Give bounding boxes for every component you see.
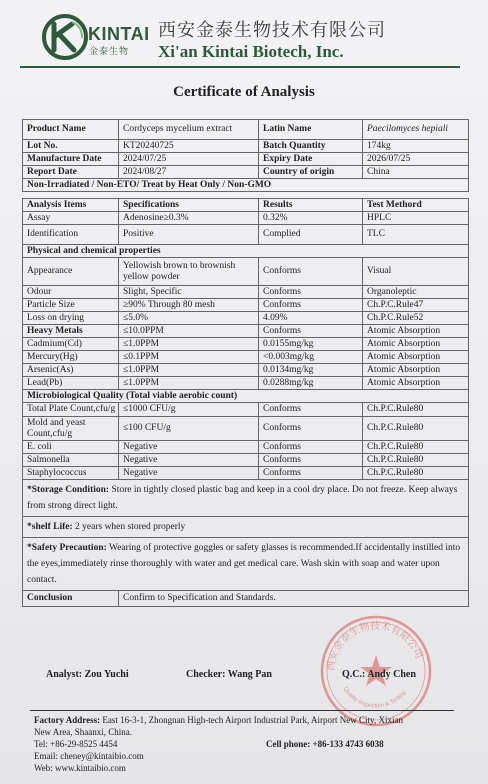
spec-line: yellow powder — [123, 271, 180, 282]
table-row — [23, 258, 469, 286]
table-row — [23, 225, 469, 245]
info-row — [23, 166, 469, 179]
result-cell: Conforms — [259, 417, 363, 441]
table-row — [23, 417, 469, 441]
spec-cell: ≤1.0PPM — [119, 338, 259, 351]
cell-phone: Cell phone: +86-133 4743 6038 — [266, 739, 384, 749]
table-row — [23, 299, 469, 312]
shelf-text: 2 years when stored properly — [72, 522, 186, 532]
item-cell: Cadmium(Cd) — [23, 338, 119, 351]
kintai-logo-icon — [42, 14, 88, 60]
item-cell: Heavy Metals — [23, 325, 119, 338]
micro-section-heading: Microbiological Quality (Total viable aerobic count) — [23, 390, 469, 403]
spec-cell: ≥90% Through 80 mesh — [119, 299, 259, 312]
shelf-row — [23, 517, 469, 538]
mfg-value: 2024/07/25 — [119, 153, 259, 166]
brand-name-cn: 金泰生物 — [89, 47, 130, 57]
method-cell: Ch.P.C.Rule80 — [363, 441, 469, 454]
storage-label: *Storage Condition: — [27, 485, 110, 495]
result-cell: Conforms — [259, 286, 363, 299]
safety-note — [23, 538, 469, 591]
method-cell: Atomic Absorption — [363, 338, 469, 351]
item-cell: Particle Size — [23, 299, 119, 312]
method-cell: Organoleptic — [363, 286, 469, 299]
brand-name: KINTAI — [88, 24, 150, 44]
item-cell: E. coli — [23, 441, 119, 454]
seal-text-cn: 西安金泰生物技术有限公司 — [325, 620, 425, 672]
spec-cell: ≤10.0PPM — [119, 325, 259, 338]
method-cell: TLC — [363, 225, 469, 245]
item-cell: Odour — [23, 286, 119, 299]
method-cell: Visual — [363, 258, 469, 286]
result-cell: Conforms — [259, 441, 363, 454]
physical-section-heading: Physical and chemical properties — [23, 245, 469, 258]
spec-cell: Slight, Specific — [119, 286, 259, 299]
info-row — [23, 153, 469, 166]
spec-cell: ≤100 CFU/g — [119, 417, 259, 441]
item-cell: Salmonella — [23, 454, 119, 467]
analyst-signature: Analyst: Zou Yuchi — [46, 669, 129, 680]
storage-text: Store in tightly closed plastic bag and keep in a cool dry place. Do not freeze. Keep always from strong direct light. — [27, 485, 458, 511]
safety-label: *Safety Precaution: — [27, 543, 107, 553]
batch-label: Batch Quantity — [259, 140, 363, 153]
document-title: Certificate of Analysis — [173, 84, 315, 100]
header-divider — [20, 66, 460, 68]
method-cell: Atomic Absorption — [363, 325, 469, 338]
col-header-method: Test Methord — [363, 199, 469, 212]
item-cell: Arsenic(As) — [23, 364, 119, 377]
item-cell — [23, 417, 119, 441]
item-cell: Appearance — [23, 258, 119, 286]
spec-cell: ≤1000 CFU/g — [119, 403, 259, 417]
result-cell: Conforms — [259, 467, 363, 480]
table-row — [23, 454, 469, 467]
method-cell: Atomic Absorption — [363, 351, 469, 364]
info-row — [23, 140, 469, 153]
shelf-label: *shelf Life: — [27, 522, 73, 532]
tel: Tel: +86-29-8525 4454 — [34, 739, 118, 749]
item-line: Mold and yeast — [27, 417, 86, 428]
spec-cell — [119, 258, 259, 286]
exp-label: Expiry Date — [259, 153, 363, 166]
item-cell: Total Plate Count,cfu/g — [23, 403, 119, 417]
table-row — [23, 286, 469, 299]
result-cell: 4.09% — [259, 312, 363, 325]
item-line: Count,cfu/g — [27, 428, 73, 439]
seal-text-en: Quality Inspection & Testing — [341, 686, 408, 710]
conclusion-text: Confirm to Specification and Standards. — [119, 591, 469, 607]
table-row — [23, 364, 469, 377]
item-cell: Mercury(Hg) — [23, 351, 119, 364]
spec-cell: Adenosine≥0.3% — [119, 212, 259, 225]
exp-value: 2026/07/25 — [363, 153, 469, 166]
item-cell: Lead(Pb) — [23, 377, 119, 390]
product-statement: Non-Irradiated / Non-ETO/ Treat by Heat Only / Non-GMO — [23, 179, 469, 192]
method-cell: Ch.P.C.Rule80 — [363, 454, 469, 467]
email: Email: cheney@kintaibio.com — [34, 751, 144, 761]
spec-line: Yellowish brown to brownish — [123, 260, 236, 271]
spec-cell: Positive — [119, 225, 259, 245]
method-cell: HPLC — [363, 212, 469, 225]
table-row — [23, 351, 469, 364]
spec-cell: Negative — [119, 454, 259, 467]
latin-name-label: Latin Name — [259, 120, 363, 140]
origin-label: Country of origin — [259, 166, 363, 179]
col-header-spec: Specifications — [119, 199, 259, 212]
table-header-row — [23, 199, 469, 212]
storage-row — [23, 480, 469, 517]
safety-text: Wearing of protective goggles or safety glasses is recommended.If accidentally instilled into the eyes,immediately rinse thoroughly with water and get medical care. Wash skin with soap and water upon contact. — [27, 543, 461, 585]
table-row — [23, 312, 469, 325]
method-cell: Ch.P.C.Rule52 — [363, 312, 469, 325]
result-cell: <0.003mg/kg — [259, 351, 363, 364]
result-cell: Conforms — [259, 325, 363, 338]
spec-cell: ≤1.0PPM — [119, 377, 259, 390]
method-cell: Ch.P.C.Rule80 — [363, 467, 469, 480]
result-cell: 0.0155mg/kg — [259, 338, 363, 351]
item-cell: Identification — [23, 225, 119, 245]
spec-cell: Negative — [119, 441, 259, 454]
factory-address — [34, 714, 464, 726]
lot-label: Lot No. — [23, 140, 119, 153]
result-cell: 0.32% — [259, 212, 363, 225]
svg-text:Quality Inspection & Testing — [342, 686, 408, 709]
result-cell: Conforms — [259, 258, 363, 286]
analysis-table — [22, 119, 469, 607]
result-cell: Conforms — [259, 403, 363, 417]
table-row — [23, 325, 469, 338]
storage-note — [23, 480, 469, 517]
qc-signature: Q.C.: Andy Chen — [342, 669, 416, 680]
statement-row — [23, 179, 469, 192]
report-value: 2024/08/27 — [119, 166, 259, 179]
spec-cell: ≤5.0% — [119, 312, 259, 325]
conclusion-label: Conclusion — [23, 591, 119, 607]
product-name-value: Cordyceps mycelium extract — [119, 120, 259, 140]
checker-signature: Checker: Wang Pan — [186, 669, 272, 680]
company-name-en: Xi'an Kintai Biotech, Inc. — [158, 42, 344, 61]
spec-cell: ≤1.0PPM — [119, 364, 259, 377]
method-cell: Atomic Absorption — [363, 364, 469, 377]
lot-value: KT20240725 — [119, 140, 259, 153]
spec-cell: Negative — [119, 467, 259, 480]
method-cell: Atomic Absorption — [363, 377, 469, 390]
method-cell: Ch.P.C.Rule47 — [363, 299, 469, 312]
mfg-label: Manufacture Date — [23, 153, 119, 166]
item-cell: Assay — [23, 212, 119, 225]
address-line-2: New Area, Shaanxi, China. — [34, 727, 132, 737]
table-row — [23, 377, 469, 390]
result-cell: Conforms — [259, 454, 363, 467]
section-row — [23, 245, 469, 258]
section-row — [23, 390, 469, 403]
report-label: Report Date — [23, 166, 119, 179]
item-cell: Loss on drying — [23, 312, 119, 325]
conclusion-row — [23, 591, 469, 607]
latin-name-value: Paecilomyces hepiali — [363, 120, 469, 140]
table-row — [23, 338, 469, 351]
col-header-results: Results — [259, 199, 363, 212]
table-row — [23, 403, 469, 417]
col-header-items: Analysis Items — [23, 199, 119, 212]
website: Web: www.kintaibio.com — [34, 763, 126, 773]
table-row — [23, 212, 469, 225]
safety-row — [23, 538, 469, 591]
result-cell: 0.0288mg/kg — [259, 377, 363, 390]
result-cell: 0.0134mg/kg — [259, 364, 363, 377]
company-name-cn: 西安金泰生物技术有限公司 — [158, 20, 386, 41]
shelf-note — [23, 517, 469, 538]
result-cell: Conforms — [259, 299, 363, 312]
footer-divider — [30, 710, 454, 711]
address-text: East 16-3-1, Zhongnan High-tech Airport Industrial Park, Airport New City, Xixian — [100, 715, 403, 725]
item-cell: Staphylococcus — [23, 467, 119, 480]
table-row — [23, 441, 469, 454]
table-row — [23, 467, 469, 480]
info-row — [23, 120, 469, 140]
batch-value: 174kg — [363, 140, 469, 153]
address-label: Factory Address: — [34, 715, 101, 725]
method-cell: Ch.P.C.Rule80 — [363, 403, 469, 417]
product-name-label: Product Name — [23, 120, 119, 140]
method-cell: Ch.P.C.Rule80 — [363, 417, 469, 441]
origin-value: China — [363, 166, 469, 179]
spec-cell: ≤0.1PPM — [119, 351, 259, 364]
result-cell: Complied — [259, 225, 363, 245]
